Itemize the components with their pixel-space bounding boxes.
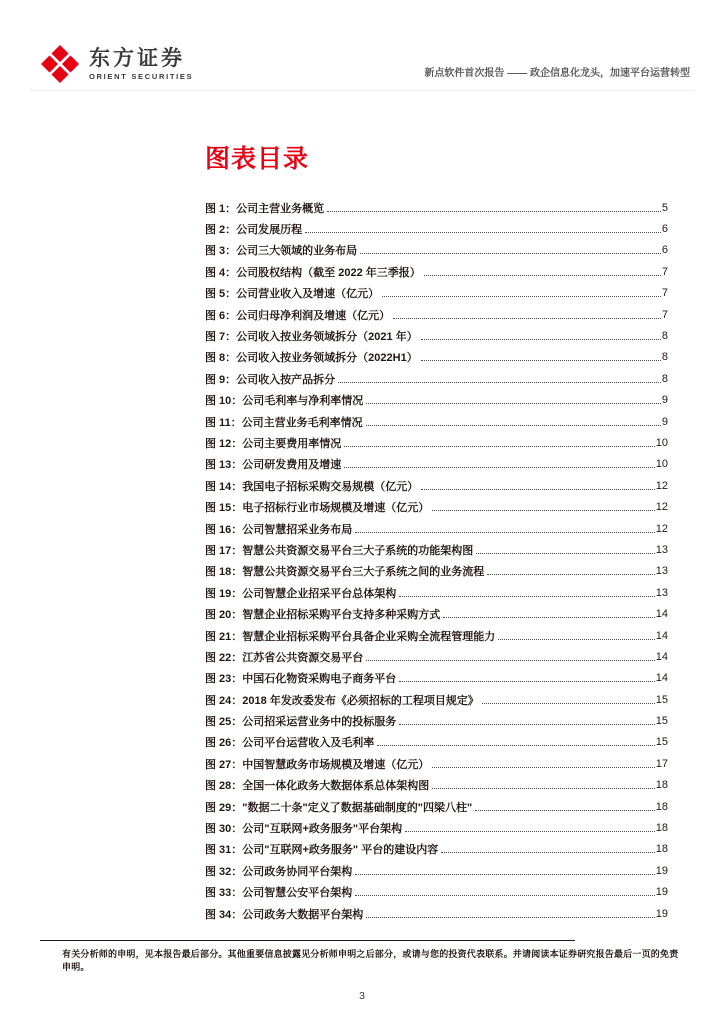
toc-entry[interactable] [205,817,668,838]
toc-entry-title: 公司招采运营业务中的投标服务 [242,716,397,729]
toc-entry-page: 12 [655,522,668,535]
toc-entry-page: 19 [655,907,668,920]
toc-dot-leader [432,503,654,511]
toc-entry-title: 公司"互联网+政务服务" 平台的建设内容 [242,844,439,857]
toc-dot-leader [432,781,654,789]
toc-entry[interactable] [205,283,668,304]
toc-entry-page: 9 [661,415,668,428]
brand-name-cn: 东方证券 [89,47,185,70]
toc-entry-label: 图 24： [205,694,243,707]
toc-entry-title: 公司主营业务毛利率情况 [241,416,363,429]
toc-entry-page: 12 [655,479,668,492]
toc-entry-label: 图 2： [205,224,237,237]
toc-entry-page: 14 [655,672,668,685]
toc-entry-label: 图 33： [205,887,243,900]
toc-entry-title: 公司三大领域的业务布局 [236,245,358,258]
toc-entry[interactable] [205,368,668,389]
toc-entry-label: 图 21： [205,630,243,643]
toc-entry-label: 图 18： [205,566,243,579]
toc-entry[interactable] [205,454,668,475]
toc-entry-label: 图 1： [205,202,237,215]
toc-entry-page: 18 [655,779,668,792]
toc-entry-page: 17 [655,757,668,770]
toc-dot-leader [366,653,654,661]
toc-entry-label: 图 28： [205,780,243,793]
toc-entry-page: 13 [655,565,668,578]
toc-entry[interactable] [205,475,668,496]
toc-dot-leader [355,888,654,896]
toc-entry[interactable] [205,197,668,218]
toc-entry-page: 10 [655,458,668,471]
toc-dot-leader [366,396,661,404]
toc-entry-label: 图 5： [205,288,237,301]
toc-entry-title: 我国电子招标采购交易规模（亿元） [242,480,419,493]
toc-dot-leader [344,460,654,468]
toc-dot-leader [355,525,654,533]
toc-entry-label: 图 13： [205,459,243,472]
toc-dot-leader [399,589,654,597]
toc-entry-label: 图 12： [205,437,243,450]
toc-entry-title: 公司智慧企业招采平台总体架构 [242,587,397,600]
toc-entry-label: 图 8： [205,352,237,365]
toc-entry[interactable] [205,668,668,689]
toc-dot-leader [482,696,655,704]
toc-dot-leader [366,418,661,426]
toc-entry[interactable] [205,432,668,453]
toc-dot-leader [424,268,661,276]
page-number: 3 [359,990,365,1002]
toc-entry[interactable] [205,775,668,796]
toc-entry[interactable] [205,347,668,368]
toc-entry-page: 18 [655,800,668,813]
toc-entry-page: 14 [655,608,668,621]
toc-entry[interactable] [205,261,668,282]
toc-entry-label: 图 7： [205,331,237,344]
toc-entry[interactable] [205,796,668,817]
toc-entry[interactable] [205,240,668,261]
brand-name-en: ORIENT SECURITIES [89,72,194,82]
toc-title: 图表目录 [205,145,310,173]
toc-dot-leader [344,439,654,447]
toc-entry-label: 图 15： [205,502,243,515]
orient-securities-logo [40,44,193,84]
toc-entry-page: 13 [655,586,668,599]
toc-entry[interactable] [205,582,668,603]
toc-entry[interactable] [205,689,668,710]
toc-dot-leader [498,632,654,640]
toc-entry[interactable] [205,603,668,624]
toc-entry-label: 图 20： [205,609,243,622]
toc-entry-page: 19 [655,886,668,899]
toc-entry[interactable] [205,732,668,753]
toc-entry-page: 8 [661,372,668,385]
toc-entry-page: 12 [655,501,668,514]
toc-entry-title: 公司收入按业务领域拆分（2022H1） [236,352,418,365]
toc-entry-label: 图 14： [205,480,243,493]
toc-dot-leader [441,845,655,853]
toc-entry-title: 公司研发费用及增速 [242,459,342,472]
toc-entry-label: 图 6： [205,309,237,322]
page-header [40,44,690,84]
toc-dot-leader [355,867,654,875]
toc-entry-title: 全国一体化政务大数据体系总体架构图 [242,780,430,793]
toc-entry[interactable] [205,539,668,560]
toc-entry-title: 公司收入按产品拆分 [236,373,336,386]
toc-dot-leader [405,824,655,832]
toc-entry-label: 图 30： [205,823,243,836]
toc-dot-leader [421,332,661,340]
toc-dot-leader [443,610,654,618]
disclaimer-text: 有关分析师的申明，见本报告最后部分。其他重要信息披露见分析师申明之后部分，或请与您的投资代表联系。并请阅读本证券研究报告最后一页的免责申明。 [62,949,679,972]
toc-entry[interactable] [205,218,668,239]
toc-entry-title: 公司主要费用率情况 [242,437,342,450]
toc-entry[interactable] [205,753,668,774]
toc-entry-page: 19 [655,864,668,877]
toc-entry[interactable] [205,882,668,903]
toc-entry-title: 智慧公共资源交易平台三大子系统之间的业务流程 [242,566,485,579]
toc-entry-label: 图 27： [205,758,243,771]
toc-entry-title: 智慧企业招标采购平台支持多种采购方式 [242,609,441,622]
toc-dot-leader [476,546,654,554]
toc-entry-title: 江苏省公共资源交易平台 [242,651,364,664]
header-divider [30,90,694,91]
toc-entry-page: 8 [661,351,668,364]
toc-entry-page: 7 [661,265,668,278]
toc-entry-label: 图 17： [205,544,243,557]
toc-entry-page: 9 [661,394,668,407]
toc-entry[interactable] [205,625,668,646]
toc-entry-page: 6 [661,223,668,236]
toc-entry-page: 15 [655,693,668,706]
toc-dot-leader [382,289,661,297]
toc-entry[interactable] [205,325,668,346]
toc-entry-label: 图 23： [205,673,243,686]
toc-entry-page: 8 [661,330,668,343]
toc-entry[interactable] [205,561,668,582]
toc-dot-leader [393,311,661,319]
toc-entry-label: 图 19： [205,587,243,600]
toc-entry-title: 中国石化物资采购电子商务平台 [242,673,397,686]
toc-entry-label: 图 25： [205,716,243,729]
toc-entry-label: 图 10： [205,395,243,408]
toc-entry-page: 7 [661,308,668,321]
toc-entry[interactable] [205,839,668,860]
toc-dot-leader [421,482,654,490]
toc-entry-title: 公司政务协同平台架构 [242,865,353,878]
toc-entry-title: 公司股权结构（截至 2022 年三季报） [236,266,421,279]
footer-divider [40,940,575,941]
toc-dot-leader [421,353,661,361]
toc-entry-title: 公司平台运营收入及毛利率 [242,737,375,750]
toc-entry[interactable] [205,646,668,667]
toc-dot-leader [399,674,654,682]
toc-entry-title: 公司主营业务概览 [236,202,325,215]
toc-entry-title: 公司政务大数据平台架构 [242,908,364,921]
toc-entry[interactable] [205,518,668,539]
toc-dot-leader [327,204,661,212]
toc-entry-label: 图 3： [205,245,237,258]
toc-entry-label: 图 11： [205,416,242,429]
toc-entry-title: 公司营业收入及增速（亿元） [236,288,380,301]
toc-entry-title: 智慧公共资源交易平台三大子系统的功能架构图 [242,544,474,557]
toc-entry-page: 6 [661,244,668,257]
toc-dot-leader [377,738,654,746]
toc-entry-page: 13 [655,543,668,556]
report-subtitle: —— 政企信息化龙头，加速平台运营转型 [504,68,690,79]
toc-dot-leader [366,910,654,918]
toc-dot-leader [360,246,661,254]
toc-entry-label: 图 22： [205,651,243,664]
report-header-title [424,64,690,79]
toc-entry-page: 15 [655,715,668,728]
toc-entry[interactable] [205,710,668,731]
toc-entry-page: 7 [661,287,668,300]
toc-entry-label: 图 32： [205,865,243,878]
toc-entry-label: 图 34： [205,908,243,921]
toc-entry-title: 电子招标行业市场规模及增速（亿元） [242,502,430,515]
toc-entry-title: 公司发展历程 [236,224,303,237]
toc-dot-leader [475,803,655,811]
toc-entry-title: 公司智慧公安平台架构 [242,887,353,900]
toc-entry-page: 14 [655,650,668,663]
toc-entry-page: 18 [655,822,668,835]
toc-entry-label: 图 4： [205,266,237,279]
toc-entry-label: 图 29： [205,801,243,814]
toc-entry[interactable] [205,411,668,432]
toc-entry[interactable] [205,860,668,881]
toc-entry-page: 10 [655,436,668,449]
toc-entry-title: 公司归母净利润及增速（亿元） [236,309,391,322]
toc-entry[interactable] [205,390,668,411]
toc-entry-label: 图 9： [205,373,237,386]
toc-entry-page: 18 [655,843,668,856]
toc-entry-label: 图 31： [205,844,243,857]
toc-entry-title: 公司收入按业务领域拆分（2021 年） [236,331,418,344]
toc-dot-leader [305,225,661,233]
toc-list [205,197,668,924]
toc-entry-label: 图 16： [205,523,243,536]
toc-entry-title: 公司"互联网+政务服务"平台架构 [242,823,403,836]
toc-entry-page: 5 [661,201,668,214]
toc-dot-leader [432,760,654,768]
toc-entry[interactable] [205,304,668,325]
toc-dot-leader [399,717,654,725]
toc-entry-page: 14 [655,629,668,642]
toc-entry-title: 公司智慧招采业务布局 [242,523,353,536]
toc-entry[interactable] [205,903,668,924]
toc-entry-title: 2018 年发改委发布《必须招标的工程项目规定》 [242,694,479,707]
toc-entry-label: 图 26： [205,737,243,750]
report-name: 新点软件首次报告 [424,68,505,79]
toc-entry-title: 中国智慧政务市场规模及增速（亿元） [242,758,430,771]
toc-entry-page: 15 [655,736,668,749]
toc-entry-title: "数据二十条"定义了数据基础制度的"四梁八柱" [242,801,473,814]
toc-entry-title: 公司毛利率与净利率情况 [242,395,364,408]
orient-securities-logo-icon [40,44,80,84]
logo-text [89,44,193,81]
toc-dot-leader [487,567,654,575]
toc-dot-leader [338,375,661,383]
toc-entry-title: 智慧企业招标采购平台具备企业采购全流程管理能力 [242,630,496,643]
toc-entry[interactable] [205,496,668,517]
